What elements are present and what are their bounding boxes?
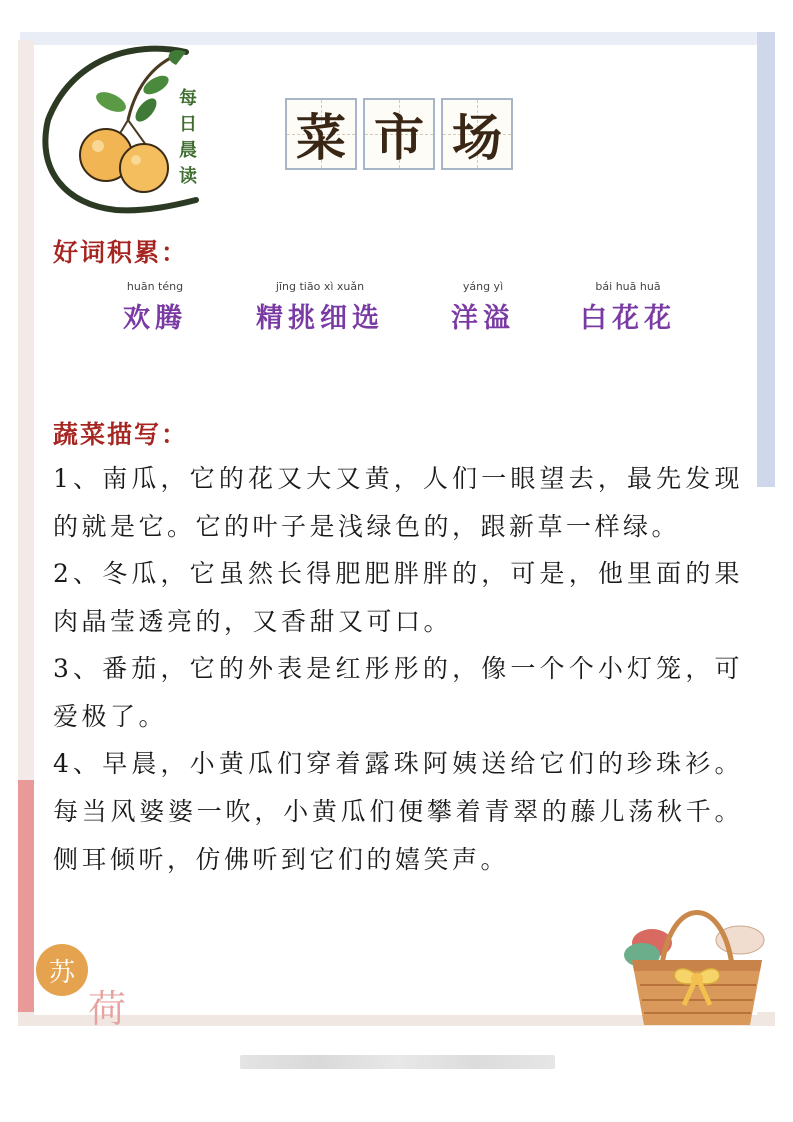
description-paragraph: 2、冬瓜，它虽然长得肥肥胖胖的，可是，他里面的果肉晶莹透亮的，又香甜又可口。 <box>53 559 743 636</box>
description-paragraph: 3、番茄，它的外表是红彤彤的，像一个个小灯笼，可爱极了。 <box>53 654 743 731</box>
word-item <box>240 280 400 335</box>
title-char-box <box>363 98 435 170</box>
description-body <box>53 455 743 883</box>
frame-left-pink-band <box>18 780 34 1025</box>
title-char: 市 <box>374 109 424 167</box>
title-char-box <box>441 98 513 170</box>
word-hanzi: 白花花 <box>580 303 676 334</box>
description-paragraph: 4、早晨，小黄瓜们穿着露珠阿姨送给它们的珍珠衫。每当风婆婆一吹，小黄瓜们便攀着青翠的藤儿荡秋千。侧耳倾听，仿佛听到它们的嬉笑声。 <box>53 749 743 874</box>
frame-right-band <box>757 32 775 487</box>
description-heading: 蔬菜描写： <box>53 420 189 449</box>
word-hanzi: 欢腾 <box>123 303 187 334</box>
watermark-badge: 苏 <box>36 944 88 996</box>
logo-caption: 每日晨读 <box>179 88 197 187</box>
word-hanzi: 洋溢 <box>451 303 515 334</box>
blurred-footer-text <box>240 1055 555 1069</box>
vegetable-basket-icon <box>622 905 772 1025</box>
word-item <box>110 280 200 335</box>
word-pinyin: jīng tiāo xì xuǎn <box>275 280 365 293</box>
watermark-text: 荷 <box>88 987 127 1031</box>
word-hanzi: 精挑细选 <box>256 303 384 334</box>
word-pinyin: yáng yì <box>462 280 504 293</box>
title-char: 菜 <box>296 109 346 167</box>
good-words-list <box>0 280 793 350</box>
word-pinyin: huān téng <box>126 280 184 293</box>
word-pinyin: bái huā huā <box>595 280 661 293</box>
word-item <box>438 280 528 335</box>
title-char-box <box>285 98 357 170</box>
page-title <box>285 98 513 170</box>
word-item <box>568 280 688 335</box>
good-words-heading: 好词积累： <box>53 238 189 267</box>
title-char: 场 <box>452 109 502 167</box>
description-paragraph: 1、南瓜，它的花又大又黄，人们一眼望去，最先发现的就是它。它的叶子是浅绿色的，跟新草一样绿。 <box>53 464 743 541</box>
